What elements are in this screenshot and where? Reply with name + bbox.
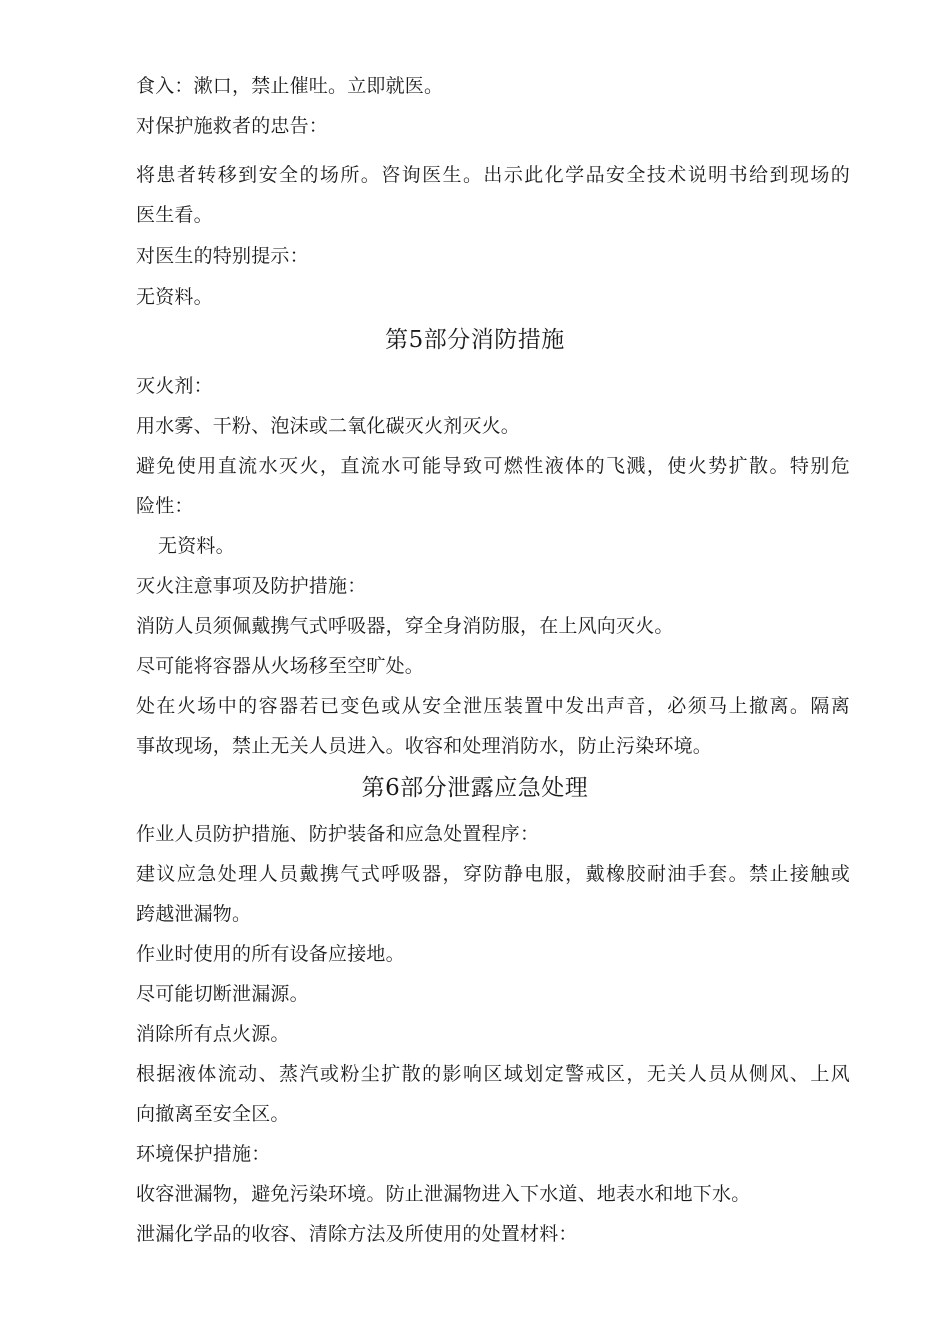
section-5-heading: 第5部分消防措施 — [385, 327, 565, 353]
doctor-note-label: 对医生的特别提示： — [136, 245, 309, 267]
container-evacuation-text: 处在火场中的容器若已变色或从安全泄压装置中发出声音，必须马上撤离。隔离 — [136, 695, 850, 717]
container-evacuation-text-cont: 事故现场，禁止无关人员进入。收容和处理消防水，防止污染环境。 — [136, 735, 713, 757]
special-hazard-label: 险性： — [136, 495, 194, 517]
move-containers-text: 尽可能将容器从火场移至空旷处。 — [136, 655, 425, 677]
extinguishing-media-text: 用水雾、干粉、泡沫或二氧化碳灭火剂灭火。 — [136, 415, 521, 437]
environmental-precautions-label: 环境保护措施： — [136, 1143, 271, 1165]
containment-methods-label: 泄漏化学品的收容、清除方法及所使用的处置材料： — [136, 1223, 578, 1245]
extinguishing-media-label: 灭火剂： — [136, 375, 213, 397]
rescuer-advice-text-cont: 医生看。 — [136, 204, 213, 226]
special-hazard-text: 无资料。 — [158, 535, 235, 557]
environmental-precautions-text: 收容泄漏物，避免污染环境。防止泄漏物进入下水道、地表水和地下水。 — [136, 1183, 751, 1205]
eliminate-ignition-text: 消除所有点火源。 — [136, 1023, 290, 1045]
rescuer-advice-label: 对保护施救者的忠告： — [136, 115, 329, 137]
cut-leak-source-text: 尽可能切断泄漏源。 — [136, 983, 309, 1005]
responder-equipment-text: 建议应急处理人员戴携气式呼吸器，穿防静电服，戴橡胶耐油手套。禁止接触或 — [136, 863, 850, 885]
avoid-water-jet-text: 避免使用直流水灭火，直流水可能导致可燃性液体的飞溅，使火势扩散。特别危 — [136, 455, 850, 477]
doctor-note-text: 无资料。 — [136, 286, 213, 308]
responder-equipment-text-cont: 跨越泄漏物。 — [136, 903, 252, 925]
personal-precautions-label: 作业人员防护措施、防护装备和应急处置程序： — [136, 823, 540, 845]
rescuer-advice-text: 将患者转移到安全的场所。咨询医生。出示此化学品安全技术说明书给到现场的 — [136, 164, 850, 186]
section-6-heading: 第6部分泄露应急处理 — [361, 775, 589, 801]
firefighting-precautions-label: 灭火注意事项及防护措施： — [136, 575, 367, 597]
firefighter-equipment-text: 消防人员须佩戴携气式呼吸器，穿全身消防服，在上风向灭火。 — [136, 615, 674, 637]
grounding-text: 作业时使用的所有设备应接地。 — [136, 943, 405, 965]
warning-zone-text: 根据液体流动、蒸汽或粉尘扩散的影响区域划定警戒区，无关人员从侧风、上风 — [136, 1063, 850, 1085]
warning-zone-text-cont: 向撤离至安全区。 — [136, 1103, 290, 1125]
ingestion-text: 食入：漱口，禁止催吐。立即就医。 — [136, 75, 444, 97]
